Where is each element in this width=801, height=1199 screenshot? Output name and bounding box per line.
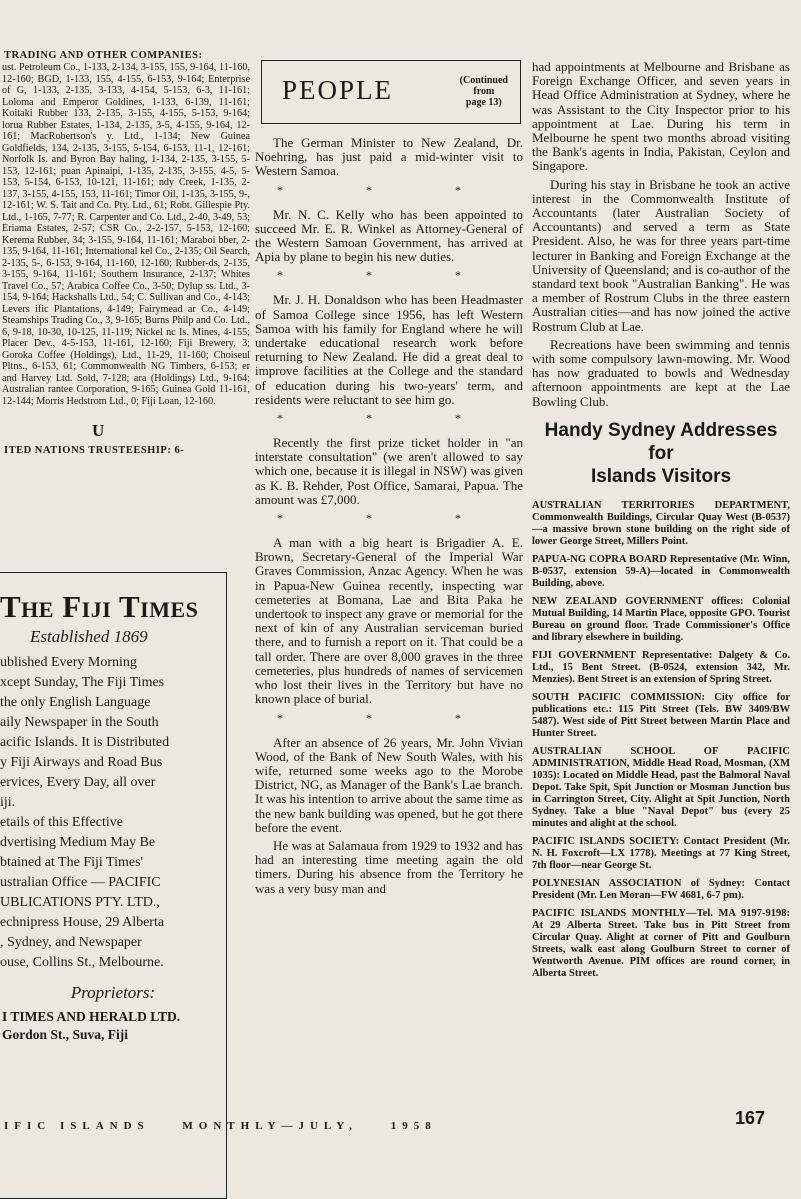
- right-column: [532, 60, 790, 986]
- companies-header: TRADING AND OTHER COMPANIES:: [4, 50, 203, 61]
- footer-issue: MONTHLY—JULY,: [182, 1120, 358, 1132]
- people-title: PEOPLE: [282, 75, 394, 105]
- article-paragraph: During his stay in Brisbane he took an active interest in the Commonwealth Institute of Accountants (later Australian Society of Accountants) and served a term as State President. Also, he was for three years part-time lecturer in Banking and Foreign Exchange at the University of Queensland; and is co-author of the standard text book "Australian Banking". He was a member of Rostrum Clubs in the three eastern Australian cities—and has now joined the active Rostrum Club at Lae.: [532, 176, 790, 334]
- address-entry: POLYNESIAN ASSOCIATION of Sydney: Contact President (Mr. Len Moran—FW 4681, 6-7 pm).: [532, 877, 790, 901]
- address-entry: PACIFIC ISLANDS SOCIETY: Contact President (Mr. N. H. Foxcroft—LX 1778). Meetings at 77 King Street, 7th floor—near George St.: [532, 835, 790, 871]
- page-footer: [4, 1120, 437, 1132]
- footer-year: 1958: [390, 1120, 437, 1132]
- address-entry: AUSTRALIAN TERRITORIES DEPARTMENT, Commonwealth Buildings, Circular Quay West (B-0537)—a massive brown stone building on the right side of lower George Street, Millers Point.: [532, 499, 790, 547]
- index-letter-u: U: [92, 421, 105, 440]
- article-paragraph: After an absence of 26 years, Mr. John Vivian Wood, of the Bank of New South Wales, with his wife, returned some weeks ago to the Morobe District, NG, as Manager of the Bank's Lae branch. It was his intention to arrive about the same time as the new bank building was opened, but he got there before the event.: [255, 734, 523, 835]
- article-paragraph: A man with a big heart is Brigadier A. E. Brown, Secretary-General of the Imperial War Graves Commission, Anzac Agency. When he was in Papua-New Guinea recently, inspecting war cemeteries at Bomana, Lae and Bita Paka he undertook to inspect any grave or memorial for the next of kin of any Australian serviceman buried there, and to furnish a report on it. That could be a tall order. There are over 8,000 graves in the three cemeteries, plus hundreds of names of servicemen who lost their lives in the Territory but have no known place of burial.: [255, 535, 523, 707]
- ad-proprietors-label: Proprietors:: [70, 983, 156, 1002]
- separator-stars: * * *: [277, 411, 501, 426]
- left-column: [0, 50, 250, 457]
- addresses-heading: Handy Sydney Addresses for Islands Visitors: [544, 419, 778, 487]
- companies-index-text: ust. Petroleum Co., 1-133, 2-134, 3-155, 155, 9-164, 11-160, 12-160; BGD, 1-133, 155, 4-155, 6-153, 9-164; Enterprise of G, 1-133, 2-135, 3-133, 4-154, 5-153, 6-3, 11-161; Loloma and Emperor Goldines, 1-133, 6-139, 11-161; Koitaki Rubber 133, 2-135, 3-155, 4-155, 5-153, 9-164; lorua Rubber Estates, 1-134, 2-135, 3-5, 4-155, 9-164, 12-161; MacRobertson's y. Ltd., 1-134; New Guinea Goldfields, 134, 2-135, 3-155, 5-154, 6-153, 11-1, 12-161; Norfolk Is. and Byron Bay haling, 1-134, 2-135, 3-155, 5-153, 12-161; puan Apinaipi, 1-135, 2-135, 3-155, 4-5, 5-153, 5-154, 6-153, 10-121, 11-161; ndy Creek, 1-135, 2-137, 3-155, 4-155, 153, 11-161; Timor Oil, 1-135, 3-155, 9-, 12-161; W. S. Tait and Co. Pty. Ltd., 61; Robt. Gillespie Pty. Ltd., 1-165, 7-77; R. Carpenter and Co. Ltd., 2-40, 3-49, 53; Eriama Estates, 2-57; CSR Co., 2-2-157, 5-153, 12-160; Kerema Rubber, 34; 3-155, 9-164, 11-161; Maraboi bber, 2-135, 9-164, 11-161; International kel Co., 2-135; Oil Search, 2-135, 5-, 6-153, 9-164, 11-160, 12-160; Rubber-ds, 2-135, 3-155, 9-164, 11-161; Southern Insurance, 2-137; Whites Travel Co., 57; Arabica Coffee Co., 3-50; Dylup ss. Ltd., 3-154, 9-164; Hackshalls Ltd., 54; C. Sullivan and Co., 4-143; Levers ific Plantations, 4-149; Fairymead ar Co., 4-149; Steamships Trading Co., 3, 9-165; Burns Philp and Co. Ltd., 6, 9-18, 10-30, 10-125, 11-119; Nickel nc Is. Mines, 4-155; Placer Dev., 4-5-153, 11-161, 12-160; Fiji Brewery, 3; Goroka Coffee (Holdings), Ltd., 11-29, 11-160; Choiseul Pltns., 6-153, 61; Commonwealth NG Timbers, 6-153; er and Harvey Ltd. Sold, 7-128; ara (Holdings) Ltd., 9-164; Australian rantee Corporation, 9-165; Guinea Gold 11-161, 12-144; Morris Hedstrom Ltd., 0; Fiji Loan, 12-160.: [2, 62, 250, 407]
- article-paragraph: had appointments at Melbourne and Brisbane as Foreign Exchange Officer, and seven years in Head Office Administration at Sydney, where he was Assistant to the City Inspector prior to his appointment at Lae. During his term in Melbourne he spent two months abroad visiting the Bank's agents in India, Pakistan, Ceylon and Singapore.: [532, 60, 790, 174]
- ad-established: Established 1869: [30, 627, 148, 646]
- ad-publisher-address: Gordon St., Suva, Fiji: [2, 1027, 129, 1042]
- address-entry: FIJI GOVERNMENT Representative: Dalgety & Co. Ltd., 15 Bent Street. (B-0524, extension 342, Mr. Menzies). Bent Street is an extension of Spring Street.: [532, 649, 790, 685]
- separator-stars: * * *: [277, 511, 501, 526]
- address-entry: PAPUA-NG COPRA BOARD Representative (Mr. Winn, B-0537, extension 59-A)—located in Commonwealth Building, above.: [532, 553, 790, 589]
- address-entry: AUSTRALIAN SCHOOL OF PACIFIC ADMINISTRATION, Middle Head Road, Mosman, (XM 1035): Located on Middle Head, past the Balmoral Naval Depot. Take Spit, Spit Junction or Mosman Junction bus in Carrington Street, City. Alight at Spit Junction, North Sydney. Take a blue "Naval Depot" bus (every 25 minutes and alight at the school.: [532, 745, 790, 829]
- article-paragraph: The German Minister to New Zealand, Dr. Noehring, has just paid a mid-winter visit to Western Samoa.: [255, 135, 523, 179]
- continued-note: (Continued from page 13): [459, 75, 508, 108]
- ad-title: The Fiji Times: [0, 589, 199, 624]
- separator-stars: * * *: [277, 268, 501, 283]
- separator-stars: * * *: [277, 710, 501, 725]
- ad-body: ublished Every Morning xcept Sunday, The Fiji Times the only English Language aily Newspaper in the South acific Islands. It is Distributed y Fiji Airways and Road Bus ervices, Every Day, all over iji. etails of this Effective dvertising Medium May Be btained at The Fiji Times' ustralian Office — PACIFIC UBLICATIONS PTY. LTD., echnipress House, 29 Alberta , Sydney, and Newspaper ouse, Collins St., Melbourne.: [0, 655, 170, 970]
- address-entry: PACIFIC ISLANDS MONTHLY—Tel. MA 9197-9198: At 29 Alberta Street. Take bus in Pitt Street from Circular Quay. Alight at corner of Pitt and Goulburn Streets, walk east along Goulburn Street to corner of Wentworth Avenue. PIM offices are round corner, in Alberta Street.: [532, 907, 790, 979]
- article-paragraph: Recently the first prize ticket holder in "an interstate consultation" (we aren't allowed to say which one, because it is illegal in NSW) was given as K. B. Rehder, Post Office, Samarai, Papua. The amount was £7,000.: [255, 435, 523, 507]
- article-paragraph: Mr. J. H. Donaldson who has been Headmaster of Samoa College since 1956, has left Western Samoa with his family for England where he will undertake educational research work before returning to New Zealand. He did a great deal to improve facilities at the College and the standard of education during his two-years' term, and residents were reluctant to see him go.: [255, 292, 523, 407]
- ad-publisher-name: I TIMES AND HERALD LTD.: [2, 1009, 181, 1024]
- footer-publication: IFIC ISLANDS: [4, 1120, 150, 1132]
- un-trusteeship-header: ITED NATIONS TRUSTEESHIP: 6-: [4, 445, 185, 456]
- article-paragraph: He was at Salamaua from 1929 to 1932 and has had an interesting time meeting again the old timers. During his absence from the Territory he was a very busy man and: [255, 837, 523, 896]
- article-paragraph: Mr. N. C. Kelly who has been appointed to succeed Mr. E. R. Winkel as Attorney-General of the Western Samoan Government, has arrived at Apia by plane to begin his new duties.: [255, 206, 523, 265]
- people-heading-box: [261, 60, 521, 124]
- fiji-times-advertisement: [0, 572, 227, 1199]
- page-number: 167: [734, 1108, 765, 1128]
- address-entry: NEW ZEALAND GOVERNMENT offices: Colonial Mutual Building, 14 Martin Place, opposite GPO. Tourist Bureau on ground floor. Trade Commissioner's Office and library elsewhere in building.: [532, 595, 790, 643]
- article-paragraph: Recreations have been swimming and tennis with some compulsory lawn-mowing. Mr. Wood has now graduated to bowls and Wednesday afternoon appointments are kept at the Lae Bowling Club.: [532, 336, 790, 409]
- middle-column: [255, 58, 523, 900]
- address-entry: SOUTH PACIFIC COMMISSION: City office for publications etc.: 115 Pitt Street (Tels. BW 3409/BW 5487). West side of Pitt Street between Martin Place and Hunter Street.: [532, 691, 790, 739]
- separator-stars: * * *: [277, 182, 501, 197]
